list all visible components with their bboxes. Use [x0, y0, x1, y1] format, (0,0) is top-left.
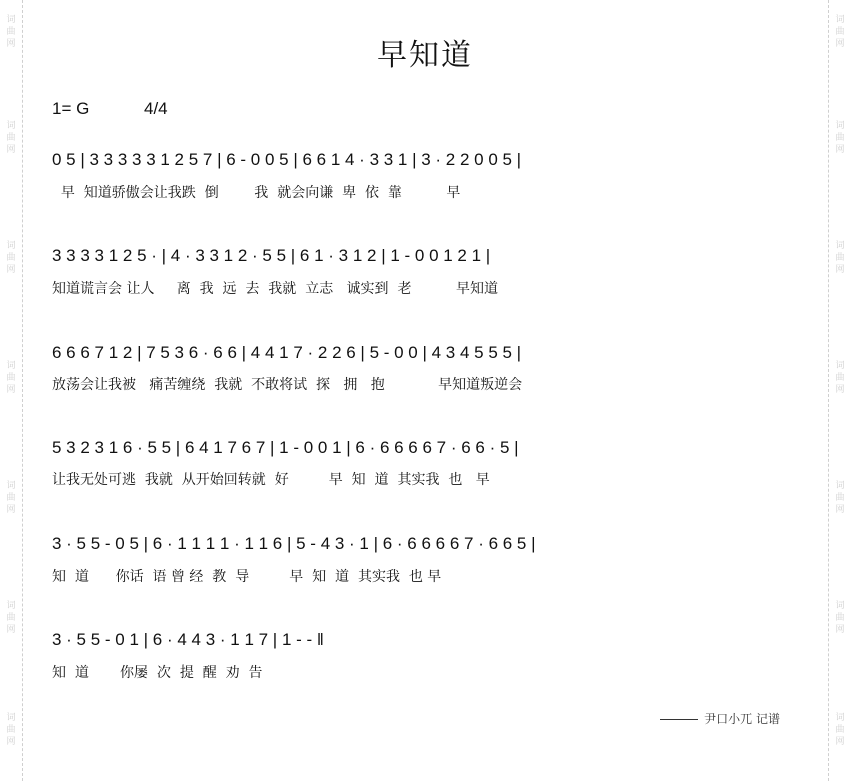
watermark: 词曲网 — [835, 121, 845, 155]
left-margin-line — [22, 0, 23, 781]
notation-line-3: 6 6 6 7 1 2 | 7 5 3 6 · 6 6 | 4 4 1 7 · 2 2 6 | 5 - 0 0 | 4 3 4 5 5 5 | — [52, 343, 522, 362]
notation-line-1: 0 5 | 3 3 3 3 3 1 2 5 7 | 6 - 0 0 5 | 6 6 1 4 · 3 3 1 | 3 · 2 2 0 0 5 | — [52, 150, 522, 169]
song-title: 早知道 — [377, 38, 473, 73]
time-signature: 4/4 — [144, 99, 168, 118]
lyrics-line-6: 知 道 你屡 次 提 醒 劝 告 — [52, 665, 263, 681]
transcriber-signature — [660, 710, 780, 727]
watermark: 词曲网 — [835, 241, 845, 275]
watermark: 词曲网 — [835, 481, 845, 515]
notation-line-2: 3 3 3 3 1 2 5 · | 4 · 3 3 1 2 · 5 5 | 6 1 · 3 1 2 | 1 - 0 0 1 2 1 | — [52, 246, 491, 265]
signature-text: 尹口小兀 记谱 — [704, 712, 780, 726]
watermark: 词曲网 — [6, 601, 16, 635]
watermark: 词曲网 — [835, 713, 845, 747]
notation-line-4: 5 3 2 3 1 6 · 5 5 | 6 4 1 7 6 7 | 1 - 0 0 1 | 6 · 6 6 6 6 7 · 6 6 · 5 | — [52, 438, 519, 457]
watermark: 词曲网 — [6, 713, 16, 747]
watermark: 词曲网 — [6, 15, 16, 49]
watermark: 词曲网 — [835, 15, 845, 49]
watermark: 词曲网 — [6, 241, 16, 275]
signature-dash — [660, 719, 698, 720]
lyrics-line-2: 知道谎言会 让人 离 我 远 去 我就 立志 诚实到 老 早知道 — [52, 281, 498, 297]
notation-line-5: 3 · 5 5 - 0 5 | 6 · 1 1 1 1 · 1 1 6 | 5 - 4 3 · 1 | 6 · 6 6 6 6 7 · 6 6 5 | — [52, 534, 536, 553]
watermark: 词曲网 — [6, 121, 16, 155]
notation-line-6: 3 · 5 5 - 0 1 | 6 · 4 4 3 · 1 1 7 | 1 - - ‖ — [52, 630, 324, 649]
watermark: 词曲网 — [835, 601, 845, 635]
lyrics-line-3: 放荡会让我被 痛苦缠绕 我就 不敢将试 探 拥 抱 早知道叛逆会 — [52, 377, 523, 393]
watermark: 词曲网 — [6, 361, 16, 395]
lyrics-line-1: 早 知道骄傲会让我跌 倒 我 就会向谦 卑 依 靠 早 — [52, 185, 461, 201]
right-margin-line — [828, 0, 829, 781]
watermark: 词曲网 — [6, 481, 16, 515]
lyrics-line-4: 让我无处可逃 我就 从开始回转就 好 早 知 道 其实我 也 早 — [52, 472, 490, 488]
lyrics-line-5: 知 道 你话 语 曾 经 教 导 早 知 道 其实我 也 早 — [52, 569, 442, 585]
key-signature: 1= G — [52, 99, 90, 118]
watermark: 词曲网 — [835, 361, 845, 395]
